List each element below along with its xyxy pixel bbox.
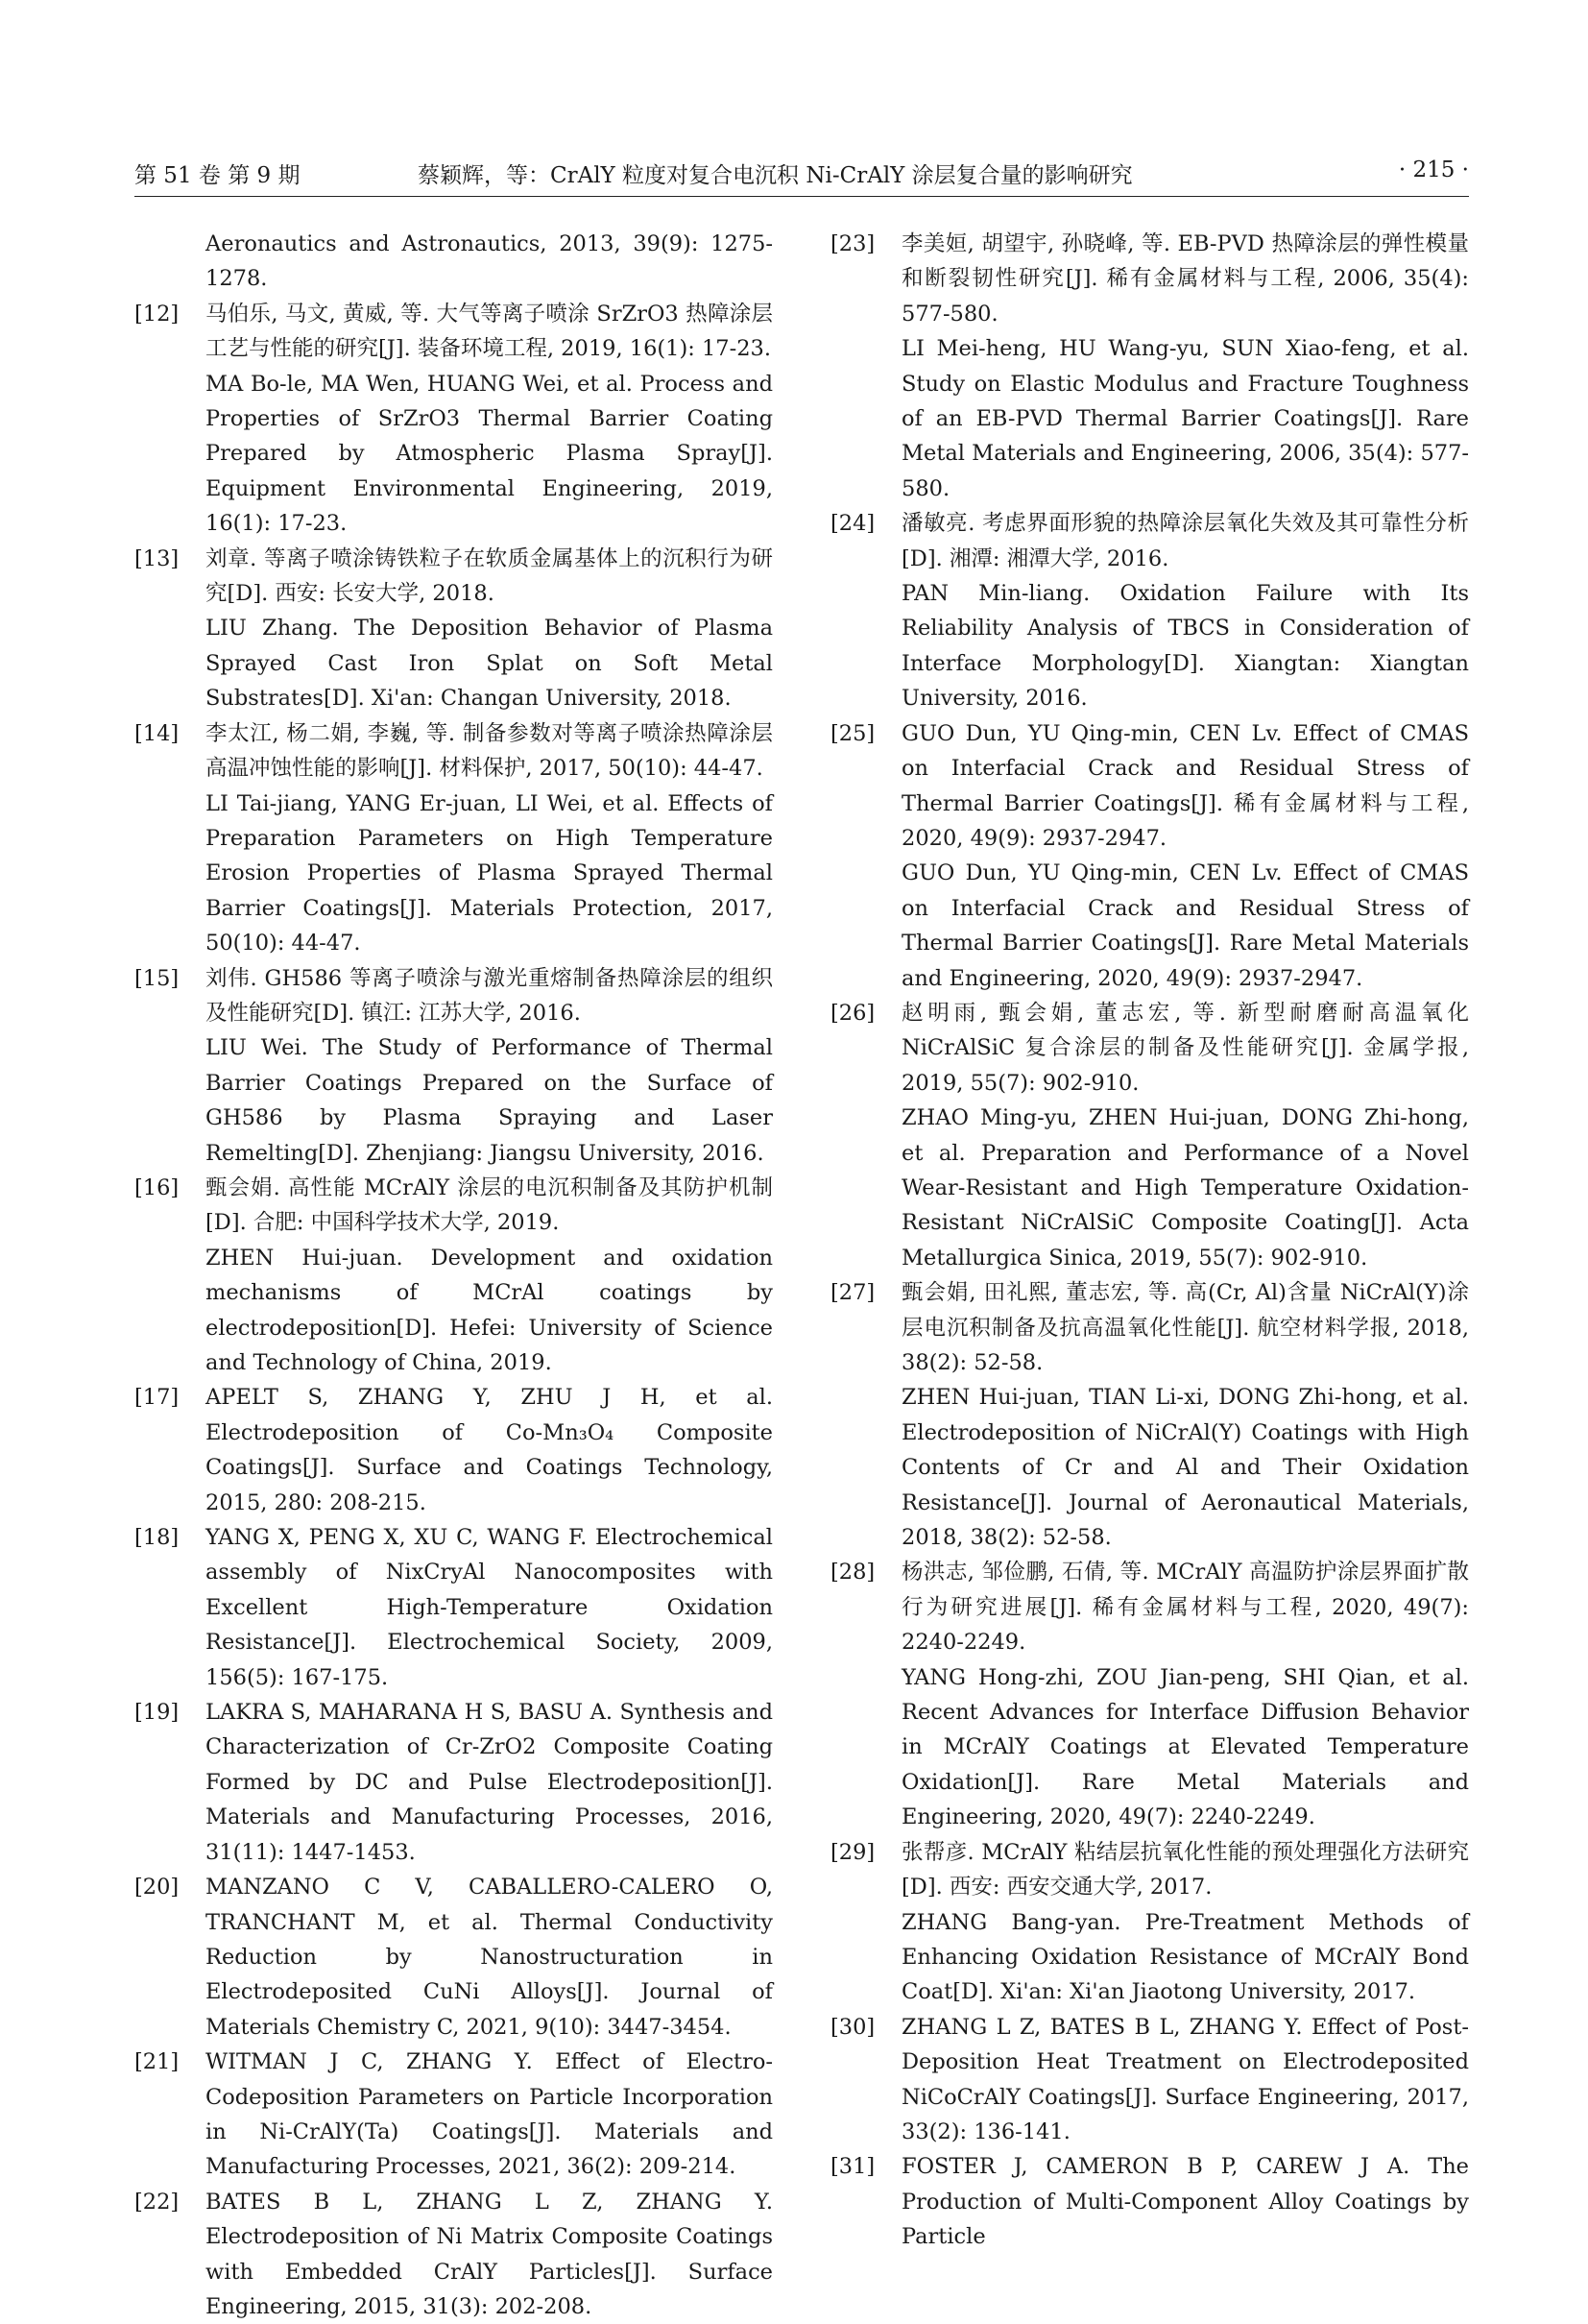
running-title: 蔡颖辉，等：CrAlY 粒度对复合电沉积 Ni-CrAlY 涂层复合量的影响研究 (418, 163, 1133, 188)
reference-text: FOSTER J, CAMERON B P, CAREW J A. The Production of Multi-Component Alloy Coatings by Particle (902, 2154, 1469, 2250)
reference-number: [25] (830, 720, 876, 746)
running-header (134, 152, 1469, 190)
reference-text: YANG X, PENG X, XU C, WANG F. Electrochemical assembly of NixCryAl Nanocomposites with Excellent High-Temperature Oxidation Resistance[J]. Electrochemical Society, 2009, 156(5): 167-175. (205, 1525, 773, 1690)
reference-number: [13] (134, 545, 180, 571)
reference-entry (134, 227, 773, 297)
reference-text: 张帮彦. MCrAlY 粘结层抗氧化性能的预处理强化方法研究[D]. 西安: 西安交通大学, 2017. (902, 1839, 1469, 1900)
reference-text: 杨洪志, 邹俭鹏, 石倩, 等. MCrAlY 高温防护涂层界面扩散行为研究进展[J]. 稀有金属材料与工程, 2020, 49(7): 2240-2249. (902, 1560, 1469, 1656)
reference-number: [15] (134, 965, 180, 991)
reference-number: [17] (134, 1385, 180, 1411)
reference-entry (134, 716, 773, 961)
reference-entry (830, 2010, 1469, 2150)
reference-entry (830, 2149, 1469, 2254)
page-number: · 215 · (1398, 157, 1469, 182)
reference-number: [12] (134, 301, 180, 327)
reference-number: [27] (830, 1280, 876, 1306)
header-rule (134, 196, 1469, 197)
reference-number: [26] (830, 1000, 876, 1026)
reference-text: MA Bo-le, MA Wen, HUANG Wei, et al. Process and Properties of SrZrO3 Thermal Barrier Coating Prepared by Atmospheric Plasma Spray[J]. Equipment Environmental Engineering, 2019, 16(1): 17-23. (205, 371, 773, 537)
reference-entry (830, 1555, 1469, 1834)
reference-text: ZHANG Bang-yan. Pre-Treatment Methods of Enhancing Oxidation Resistance of MCrAlY Bond Coat[D]. Xi'an: Xi'an Jiaotong University, 2017. (902, 1909, 1469, 2005)
reference-text: ZHAO Ming-yu, ZHEN Hui-juan, DONG Zhi-hong, et al. Preparation and Performance of a Novel Wear-Resistant and High Temperature Oxidation-Resistant NiCrAlSiC Composite Coating[J]. Acta Metallurgica Sinica, 2019, 55(7): 902-910. (902, 1105, 1469, 1271)
reference-number: [19] (134, 1700, 180, 1726)
reference-text: BATES B L, ZHANG L Z, ZHANG Y. Electrodeposition of Ni Matrix Composite Coatings with Embedded CrAlY Particles[J]. Surface Engineering, 2015, 31(3): 202-208. (205, 2189, 773, 2319)
reference-number: [20] (134, 1875, 180, 1900)
reference-entry (830, 1275, 1469, 1555)
reference-text: YANG Hong-zhi, ZOU Jian-peng, SHI Qian, et al. Recent Advances for Interface Diffusion Behavior in MCrAlY Coatings at Elevated Temperature Oxidation[J]. Rare Metal Materials and Engineering, 2020, 49(7): 2240-2249. (902, 1664, 1469, 1830)
reference-text: 李美姮, 胡望宇, 孙晓峰, 等. EB-PVD 热障涂层的弹性模量和断裂韧性研究[J]. 稀有金属材料与工程, 2006, 35(4): 577-580. (902, 231, 1469, 327)
reference-number: [16] (134, 1174, 180, 1200)
reference-text: Aeronautics and Astronautics, 2013, 39(9): 1275-1278. (205, 231, 773, 292)
reference-text: APELT S, ZHANG Y, ZHU J H, et al. Electrodeposition of Co-Mn₃O₄ Composite Coatings[J]. Surface and Coatings Technology, 2015, 280: 208-215. (205, 1385, 773, 1515)
references-left-column (134, 227, 773, 2324)
reference-entry (830, 996, 1469, 1275)
reference-text: 甄会娟. 高性能 MCrAlY 涂层的电沉积制备及其防护机制[D]. 合肥: 中国科学技术大学, 2019. (205, 1174, 773, 1236)
reference-text: 潘敏亮. 考虑界面形貌的热障涂层氧化失效及其可靠性分析[D]. 湘潭: 湘潭大学, 2016. (902, 511, 1469, 571)
reference-text: PAN Min-liang. Oxidation Failure with Its Reliability Analysis of TBCS in Consideration of Interface Morphology[D]. Xiangtan: Xiangtan University, 2016. (902, 581, 1469, 712)
reference-number: [29] (830, 1839, 876, 1865)
reference-number: [23] (830, 231, 876, 256)
reference-number: [22] (134, 2189, 180, 2215)
reference-text: ZHEN Hui-juan. Development and oxidation mechanisms of MCrAl coatings by electrodeposition[D]. Hefei: University of Science and Technology of China, 2019. (205, 1245, 773, 1375)
reference-text: 赵明雨, 甄会娟, 董志宏, 等. 新型耐磨耐高温氧化 NiCrAlSiC 复合涂层的制备及性能研究[J]. 金属学报, 2019, 55(7): 902-910. (902, 1000, 1469, 1096)
reference-text: 李太江, 杨二娟, 李巍, 等. 制备参数对等离子喷涂热障涂层高温冲蚀性能的影响[J]. 材料保护, 2017, 50(10): 44-47. (205, 720, 773, 782)
reference-text: MANZANO C V, CABALLERO-CALERO O, TRANCHANT M, et al. Thermal Conductivity Reduction by Nanostructuration in Electrodeposited CuNi Alloys[J]. Journal of Materials Chemistry C, 2021, 9(10): 3447-3454. (205, 1875, 773, 2040)
reference-entry (134, 542, 773, 716)
reference-entry (830, 227, 1469, 506)
reference-entry (830, 716, 1469, 996)
reference-entry (134, 1695, 773, 1870)
reference-text: WITMAN J C, ZHANG Y. Effect of Electro-Codeposition Parameters on Particle Incorporation in Ni-CrAlY(Ta) Coatings[J]. Materials and Manufacturing Processes, 2021, 36(2): 209-214. (205, 2049, 773, 2180)
journal-issue: 第 51 卷 第 9 期 (134, 163, 301, 188)
reference-entry (134, 297, 773, 542)
reference-text: 刘章. 等离子喷涂铸铁粒子在软质金属基体上的沉积行为研究[D]. 西安: 长安大学, 2018. (205, 545, 773, 607)
reference-entry (134, 2185, 773, 2324)
references-right-column (830, 227, 1469, 2255)
reference-entry (134, 2045, 773, 2185)
reference-number: [14] (134, 720, 180, 746)
reference-number: [21] (134, 2049, 180, 2075)
reference-text: ZHANG L Z, BATES B L, ZHANG Y. Effect of Post-Deposition Heat Treatment on Electrodeposited NiCoCrAlY Coatings[J]. Surface Engineering, 2017, 33(2): 136-141. (902, 2014, 1469, 2144)
reference-number: [18] (134, 1525, 180, 1551)
reference-text: 刘伟. GH586 等离子喷涂与激光重熔制备热障涂层的组织及性能研究[D]. 镇江: 江苏大学, 2016. (205, 965, 773, 1026)
reference-text: GUO Dun, YU Qing-min, CEN Lv. Effect of CMAS on Interfacial Crack and Residual Stress of Thermal Barrier Coatings[J]. Rare Metal Materials and Engineering, 2020, 49(9): 2937-2947. (902, 860, 1469, 991)
reference-text: LAKRA S, MAHARANA H S, BASU A. Synthesis and Characterization of Cr-ZrO2 Composite Coating Formed by DC and Pulse Electrodeposition[J]. Materials and Manufacturing Processes, 2016, 31(11): 1447-1453. (205, 1700, 773, 1865)
reference-text: 甄会娟, 田礼熙, 董志宏, 等. 高(Cr, Al)含量 NiCrAl(Y)涂层电沉积制备及抗高温氧化性能[J]. 航空材料学报, 2018, 38(2): 52-58. (902, 1280, 1469, 1375)
reference-text: LI Tai-jiang, YANG Er-juan, LI Wei, et al. Effects of Preparation Parameters on High Temperature Erosion Properties of Plasma Sprayed Thermal Barrier Coatings[J]. Materials Protection, 2017, 50(10): 44-47. (205, 790, 773, 956)
reference-text: LIU Zhang. The Deposition Behavior of Plasma Sprayed Cast Iron Splat on Soft Metal Substrates[D]. Xi'an: Changan University, 2018. (205, 616, 773, 712)
reference-number: [28] (830, 1560, 876, 1586)
reference-entry (134, 1870, 773, 2045)
reference-entry (134, 1380, 773, 1520)
reference-text: LIU Wei. The Study of Performance of Thermal Barrier Coatings Prepared on the Surface of GH586 by Plasma Spraying and Laser Remelting[D]. Zhenjiang: Jiangsu University, 2016. (205, 1035, 773, 1166)
reference-text: ZHEN Hui-juan, TIAN Li-xi, DONG Zhi-hong, et al. Electrodeposition of NiCrAl(Y) Coatings with High Contents of Cr and Al and Their Oxidation Resistance[J]. Journal of Aeronautical Materials, 2018, 38(2): 52-58. (902, 1385, 1469, 1551)
reference-entry (134, 961, 773, 1171)
reference-entry (134, 1520, 773, 1695)
reference-text: GUO Dun, YU Qing-min, CEN Lv. Effect of CMAS on Interfacial Crack and Residual Stress of Thermal Barrier Coatings[J]. 稀有金属材料与工程, 2020, 49(9): 2937-2947. (902, 720, 1469, 851)
reference-number: [31] (830, 2154, 876, 2180)
reference-number: [30] (830, 2014, 876, 2040)
reference-entry (134, 1171, 773, 1380)
reference-number: [24] (830, 511, 876, 537)
reference-entry (830, 1835, 1469, 2010)
reference-text: LI Mei-heng, HU Wang-yu, SUN Xiao-feng, et al. Study on Elastic Modulus and Fracture Toughness of an EB-PVD Thermal Barrier Coatings[J]. Rare Metal Materials and Engineering, 2006, 35(4): 577-580. (902, 336, 1469, 501)
reference-entry (830, 506, 1469, 715)
reference-text: 马伯乐, 马文, 黄威, 等. 大气等离子喷涂 SrZrO3 热障涂层工艺与性能的研究[J]. 装备环境工程, 2019, 16(1): 17-23. (205, 301, 773, 362)
